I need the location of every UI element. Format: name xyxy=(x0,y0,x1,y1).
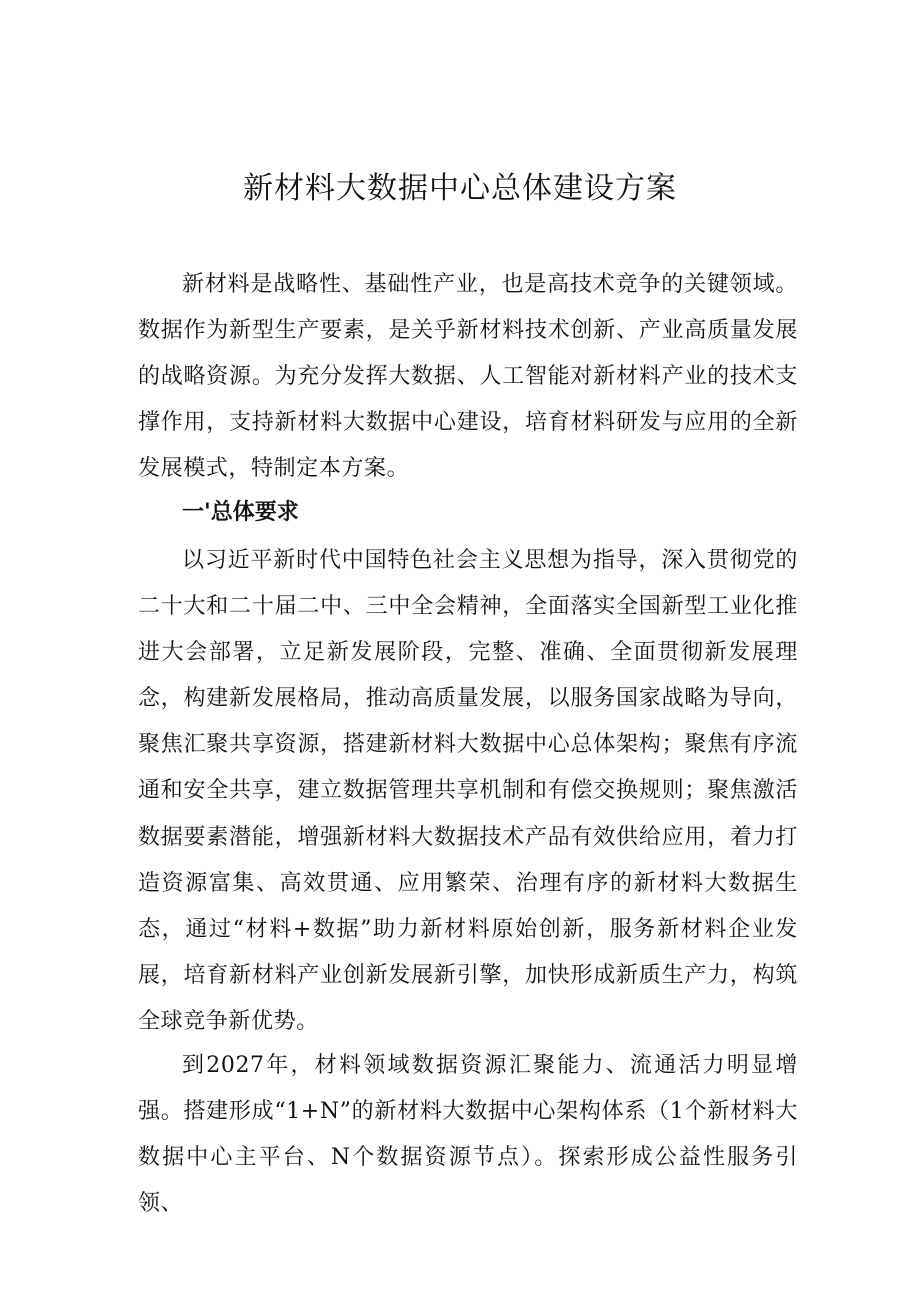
guiding-ideology-paragraph: 以习近平新时代中国特色社会主义思想为指导，深入贯彻党的二十大和二十届二中、三中全会精神，全面落实全国新型工业化推进大会部署，立足新发展阶段，完整、准确、全面贯彻新发展理念，构建新发展格局，推动高质量发展，以服务国家战略为导向，聚焦汇聚共享资源，搭建新材料大数据中心总体架构；聚焦有序流通和安全共享，建立数据管理共享机制和有偿交换规则；聚焦激活数据要素潜能，增强新材料大数据技术产品有效供给应用，着力打造资源富集、高效贯通、应用繁荣、治理有序的新材料大数据生态，通过“材料+数据”助力新材料原始创新，服务新材料企业发展，培育新材料产业创新发展新引擎，加快形成新质生产力，构筑全球竞争新优势。 xyxy=(138,548,798,1034)
section-heading-overall-requirements: 一'总体要求 xyxy=(182,500,299,525)
document-title: 新材料大数据中心总体建设方案 xyxy=(243,171,677,206)
intro-paragraph: 新材料是战略性、基础性产业，也是高技术竞争的关键领域。数据作为新型生产要素，是关乎新材料技术创新、产业高质量发展的战略资源。为充分发挥大数据、人工智能对新材料产业的技术支撑作用，支持新材料大数据中心建设，培育材料研发与应用的全新发展模式，特制定本方案。 xyxy=(138,272,798,482)
goals-2027-paragraph: 到2027年，材料领域数据资源汇聚能力、流通活力明显增强。搭建形成“1+N”的新材料大数据中心架构体系（1个新材料大数据中心主平台、N个数据资源节点）。探索形成公益性服务引领、 xyxy=(138,1053,798,1217)
